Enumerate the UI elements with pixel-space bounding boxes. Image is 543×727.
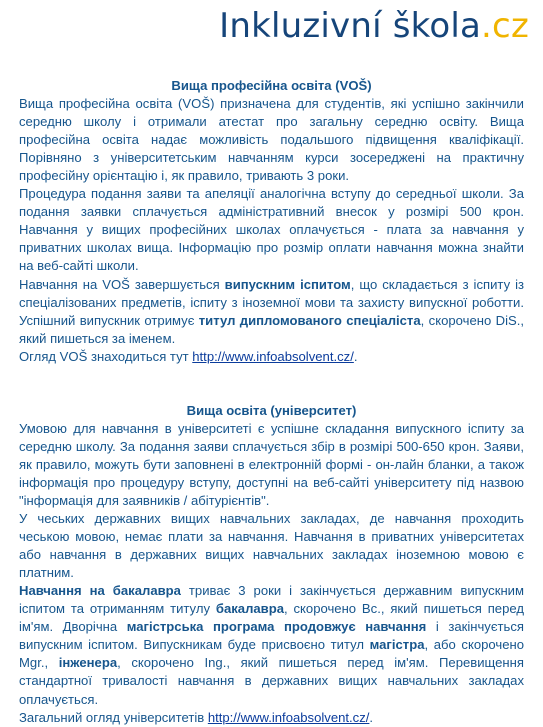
bold-text: титул дипломованого спеціаліста: [198, 312, 421, 328]
logo-text: Inkluzivní škola: [219, 6, 482, 46]
bold-text: магістра: [369, 637, 425, 653]
paragraph: [19, 348, 524, 366]
section-heading-university: Вища освіта (університет): [186, 402, 357, 418]
paragraph: [19, 709, 524, 727]
paragraph: [19, 276, 524, 348]
paragraph: У чеських державних вищих навчальних закладах, де навчання проходить чеською мовою, немає плати за навчання. Навчання в приватних університетах або навчання в державних вищих навчальних закладах іноземною мовою є платним.: [19, 511, 524, 581]
infoabsolvent-link[interactable]: http://www.infoabsolvent.cz/: [207, 709, 370, 725]
bold-text: бакалавра: [215, 601, 284, 617]
text: , або скорочено Mgr.,: [19, 637, 524, 671]
text: Огляд VOŠ знаходиться тут: [19, 348, 193, 364]
spacer: [19, 384, 524, 402]
paragraph: Вища професійна освіта (VOŠ) призначена для студентів, які успішно закінчили середню школу і отримали атестат про загальну середню освіту. Вища професійна освіта надає можливість подальшого підвищення кваліфікації. Порівняно з університетським навчанням курси зосереджені на практичну професійну орієнтацію і, як правило, тривають 3 роки.: [19, 96, 524, 184]
text: Загальний огляд університетів: [19, 709, 208, 725]
text: , скорочено DiS., який пишеться за іменем.: [19, 312, 524, 346]
text: і закінчується випускним іспитом. Випускникам буде присвоєно титул: [19, 619, 524, 653]
text: .: [353, 348, 358, 364]
text: , що складається з іспиту із спеціалізованих предметів, іспиту з іноземної мови та захисту випускної робот: [19, 276, 524, 310]
text: , скорочено Ing., який пишеться перед ім'ям. Перевищення стандартної тривалості навчання в державних вищих навчальних закладах оплачується.: [19, 655, 524, 707]
text: ти. Успішний випускник отримує: [19, 294, 524, 328]
section-heading-vos: Вища професійна освіта (VOŠ): [171, 78, 372, 93]
text: , скорочено Bc., який пишеться перед ім'ям. Дворічна: [19, 601, 524, 635]
logo-suffix: .cz: [481, 6, 529, 46]
site-logo: [219, 6, 529, 46]
bold-text: інженера: [58, 655, 118, 671]
text: .: [369, 709, 374, 725]
text: Навчання на VOŠ завершується: [19, 276, 225, 292]
paragraph: Умовою для навчання в університеті є успішне складання випускного іспиту за середню школу. За подання заяви сплачується збір в розмірі 500-650 крон. Заяви, як правило, можуть бути заповнені в електронній формі - он-лайн бланки, а також інформація про процедуру вступу, доступні на веб-сайті університету під назвою "інформація для заявників / абітурієнтів".: [19, 420, 524, 508]
main-content: [19, 77, 524, 727]
text: триває 3 роки і закінчується державним випускним іспитом та отриманням титулу: [19, 583, 524, 617]
spacer: [19, 366, 524, 384]
bold-text: Навчання на бакалавра: [19, 583, 181, 599]
infoabsolvent-link[interactable]: http://www.infoabsolvent.cz/: [192, 348, 354, 364]
paragraph: Процедура подання заяви та апеляції аналогічна вступу до середньої школи. За подання заявки сплачується адміністративний внесок у розмірі 500 крон. Навчання у вищих професійних школах оплачується - плата за навчання у приватних школах вища. Інформацію про розмір оплати навчання можна знайти на веб-сайті школи.: [19, 186, 524, 274]
paragraph: [19, 582, 524, 708]
bold-text: магістрська програма продовжує навчання: [126, 619, 427, 635]
bold-text: випускним іспитом: [224, 276, 351, 292]
